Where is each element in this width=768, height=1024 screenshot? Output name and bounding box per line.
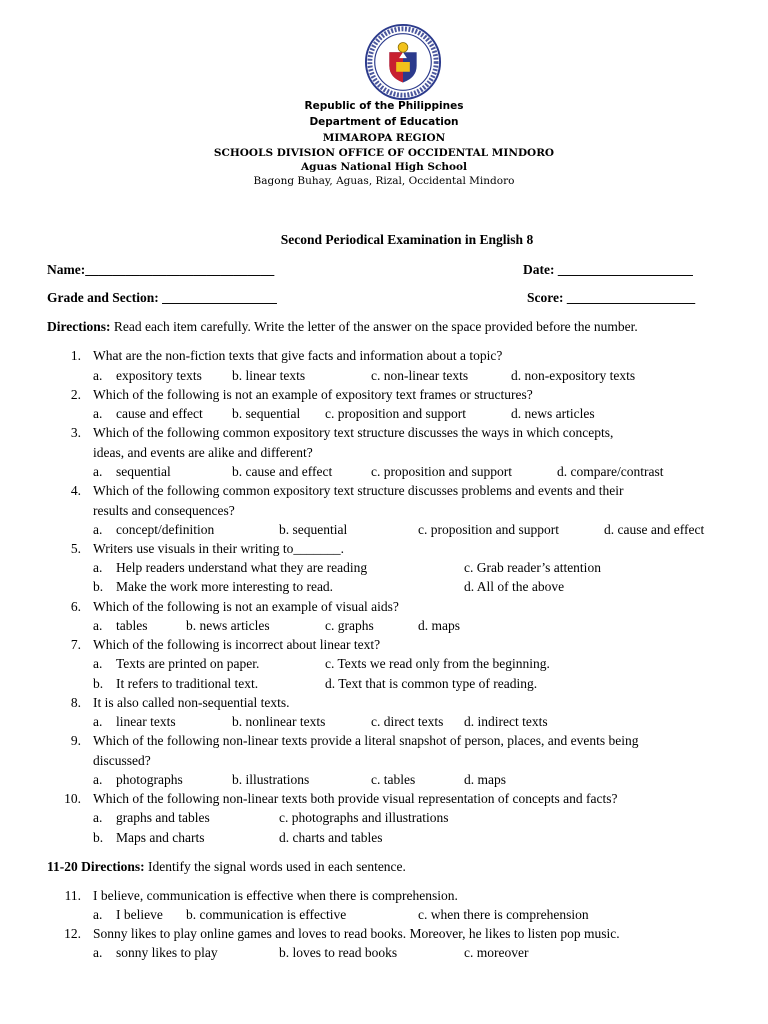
option: c. tables — [371, 772, 416, 787]
question-number: 8. — [70, 695, 81, 710]
option-text: Texts are printed on paper. — [116, 656, 260, 671]
option-text: I believe — [116, 907, 163, 922]
option-letter: a. — [93, 464, 103, 479]
option: c. when there is comprehension — [418, 907, 589, 922]
section2-directions — [47, 859, 406, 875]
option-text: It refers to traditional text. — [116, 676, 259, 691]
question-text: Which of the following non-linear texts both provide visual representation of concepts and facts? — [93, 791, 618, 806]
option-letter: a. — [93, 772, 103, 787]
directions-text: Read each item carefully. Write the letter of the answer on the space provided before the number. — [110, 319, 638, 334]
question-text: Which of the following is not an example of expository text frames or structures? — [93, 387, 533, 402]
option-text: sequential — [116, 464, 171, 479]
option-letter: a. — [93, 522, 103, 537]
option-text: graphs and tables — [116, 810, 210, 825]
option-letter: a. — [93, 368, 103, 383]
option-letter: a. — [93, 714, 103, 729]
option: b. sequential — [232, 406, 301, 421]
option-letter: a. — [93, 945, 103, 960]
question-text: results and consequences? — [93, 503, 235, 518]
option-letter: b. — [93, 830, 104, 845]
question-text: Which of the following common expository text structure discusses problems and events and their — [93, 483, 624, 498]
option: d. news articles — [511, 406, 595, 421]
question-text: It is also called non-sequential texts. — [93, 695, 290, 710]
option-text: concept/definition — [116, 522, 215, 537]
date-field: Date: ____________________ — [523, 262, 693, 277]
option: b. communication is effective — [186, 907, 347, 922]
option: c. direct texts — [371, 714, 444, 729]
question-number: 11. — [64, 888, 81, 903]
question-number: 6. — [70, 599, 81, 614]
option: d. maps — [418, 618, 460, 633]
name-field: Name:____________________________ — [47, 262, 275, 277]
option: c. proposition and support — [418, 522, 559, 537]
question-number: 10. — [64, 791, 81, 806]
option-text: Make the work more interesting to read. — [116, 579, 334, 594]
header-department: Department of Education — [309, 116, 459, 128]
option: b. news articles — [186, 618, 270, 633]
option-text: photographs — [116, 772, 183, 787]
option: c. moreover — [464, 945, 529, 960]
option-letter: a. — [93, 907, 103, 922]
header-school: Aguas National High School — [301, 161, 467, 173]
option-letter: b. — [93, 676, 104, 691]
option-letter: a. — [93, 618, 103, 633]
question-number: 1. — [70, 348, 81, 363]
option-letter: a. — [93, 810, 103, 825]
option: d. Text that is common type of reading. — [325, 676, 538, 691]
option: d. compare/contrast — [557, 464, 664, 479]
directions — [47, 319, 638, 335]
question-text: ideas, and events are alike and different? — [93, 445, 313, 460]
option: c. graphs — [325, 618, 374, 633]
option: d. indirect texts — [464, 714, 548, 729]
grade-section-field: Grade and Section: _________________ — [47, 290, 277, 305]
option: c. photographs and illustrations — [279, 810, 449, 825]
question-text: Which of the following common expository text structure discusses the ways in which concepts, — [93, 425, 614, 440]
exam-title: Second Periodical Examination in English 8 — [280, 232, 534, 247]
option: b. loves to read books — [279, 945, 398, 960]
question-text: I believe, communication is effective when there is comprehension. — [93, 888, 458, 903]
option-letter: a. — [93, 406, 103, 421]
option: b. linear texts — [232, 368, 306, 383]
deped-seal-icon — [364, 23, 442, 101]
question-text: What are the non-fiction texts that give facts and information about a topic? — [93, 348, 503, 363]
section2-text: Identify the signal words used in each sentence. — [144, 859, 406, 874]
question-number: 7. — [70, 637, 81, 652]
header-region: MIMAROPA REGION — [322, 132, 446, 144]
option: c. non-linear texts — [371, 368, 469, 383]
option: d. charts and tables — [279, 830, 383, 845]
option-letter: a. — [93, 656, 103, 671]
option-text: Maps and charts — [116, 830, 205, 845]
option: d. cause and effect — [604, 522, 705, 537]
question-text: Which of the following is not an example of visual aids? — [93, 599, 399, 614]
question-number: 9. — [70, 733, 81, 748]
option-letter: a. — [93, 560, 103, 575]
question-text: Writers use visuals in their writing to_______. — [93, 541, 345, 556]
option: b. illustrations — [232, 772, 310, 787]
option: c. proposition and support — [325, 406, 466, 421]
option: c. Texts we read only from the beginning. — [325, 656, 550, 671]
question-number: 2. — [70, 387, 81, 402]
option: b. nonlinear texts — [232, 714, 326, 729]
header-republic: Republic of the Philippines — [304, 100, 464, 112]
option-text: cause and effect — [116, 406, 203, 421]
option-letter: b. — [93, 579, 104, 594]
option: c. proposition and support — [371, 464, 512, 479]
section2-label: 11-20 Directions: — [47, 859, 145, 874]
score-field: Score: ___________________ — [527, 290, 696, 305]
option-text: tables — [116, 618, 148, 633]
question-text: Which of the following non-linear texts provide a literal snapshot of person, places, and events being — [93, 733, 639, 748]
question-number: 5. — [70, 541, 81, 556]
option: d. All of the above — [464, 579, 565, 594]
question-number: 3. — [70, 425, 81, 440]
header-division: SCHOOLS DIVISION OFFICE OF OCCIDENTAL MINDORO — [213, 147, 555, 159]
question-number: 12. — [64, 926, 81, 941]
option-text: Help readers understand what they are reading — [116, 560, 368, 575]
question-number: 4. — [70, 483, 81, 498]
option: d. maps — [464, 772, 506, 787]
option: b. cause and effect — [232, 464, 333, 479]
option-text: sonny likes to play — [116, 945, 218, 960]
question-text: Sonny likes to play online games and loves to read books. Moreover, he likes to listen pop music. — [93, 926, 620, 941]
header-address: Bagong Buhay, Aguas, Rizal, Occidental Mindoro — [253, 175, 515, 187]
question-text: Which of the following is incorrect about linear text? — [93, 637, 381, 652]
option: b. sequential — [279, 522, 348, 537]
option-text: expository texts — [116, 368, 202, 383]
directions-label: Directions: — [47, 319, 111, 334]
option: c. Grab reader’s attention — [464, 560, 601, 575]
option-text: linear texts — [116, 714, 176, 729]
option: d. non-expository texts — [511, 368, 636, 383]
question-text: discussed? — [93, 753, 151, 768]
